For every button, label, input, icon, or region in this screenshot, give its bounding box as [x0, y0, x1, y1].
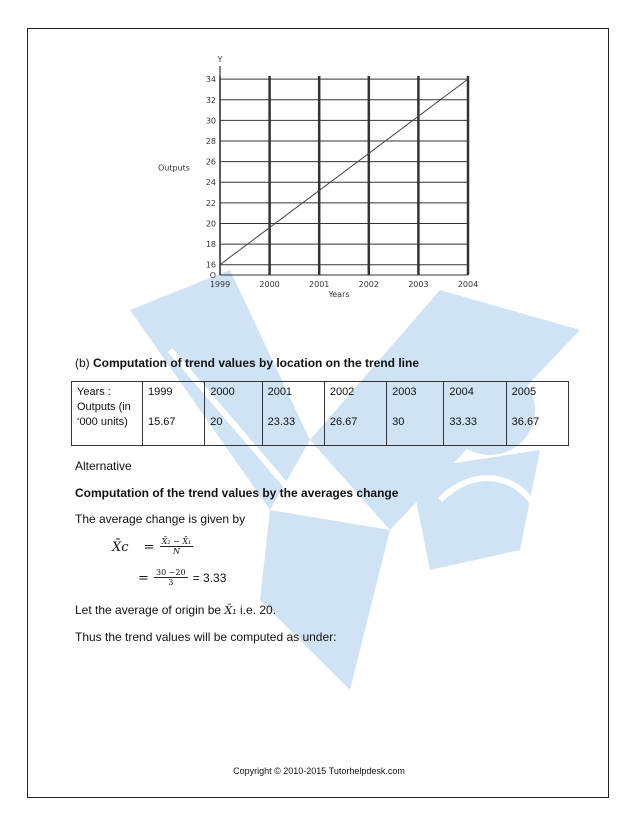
origin-text-b: i.e. 20.: [236, 603, 277, 617]
thus-text: Thus the trend values will be computed as under:: [75, 630, 337, 644]
y-tick-label: 30: [205, 116, 216, 126]
y-tick-label: 34: [205, 75, 216, 85]
table-cell: [205, 382, 262, 446]
table-cell: [324, 382, 386, 446]
trend-table: [71, 381, 569, 446]
years-label: Years :: [77, 386, 111, 398]
origin-text-a: Let the average of origin be: [75, 603, 225, 617]
output-cell: 23.33: [267, 416, 296, 428]
table-cell: [387, 382, 444, 446]
y-axis-title: Outputs: [158, 163, 190, 173]
x-tick-label: 2000: [259, 280, 280, 289]
origin-text: [75, 603, 276, 617]
origin-symbol: X̄₁: [224, 604, 237, 617]
y-tick-label: O: [209, 271, 216, 280]
copyright-footer: Copyright © 2010-2015 Tutorhelpdesk.com: [233, 766, 405, 776]
table-row: [72, 382, 569, 446]
section-b-prefix: (b): [75, 356, 93, 370]
section-b-title: Computation of trend values by location on the trend line: [93, 356, 420, 370]
table-cell: [143, 382, 205, 446]
year-cell: 2004: [449, 386, 474, 398]
averages-heading: Computation of the trend values by the averages change: [75, 486, 399, 500]
formula-line-2: = $\frac{30 -20}{3}$ = 3.33: [138, 568, 227, 587]
trend-line: [220, 79, 468, 265]
x-tick-label: 1999: [209, 280, 231, 289]
y-tick-label: 24: [205, 178, 216, 188]
year-cell: 2003: [392, 386, 417, 398]
year-cell: 2001: [267, 386, 293, 398]
y-tick-label: 26: [205, 157, 216, 167]
watermark-logo: [110, 270, 580, 690]
y-tick-label: 20: [205, 219, 216, 229]
formula-result: = 3.33: [192, 571, 227, 585]
x-tick-label: 2004: [457, 280, 479, 289]
output-cell: 20: [210, 416, 223, 428]
year-cell: 2005: [511, 386, 537, 398]
formula-lhs: X̄c: [112, 540, 129, 555]
formula-fraction-2: [154, 568, 188, 587]
output-cell: 26.67: [329, 416, 358, 428]
formula-numerator: X̄₂ − X̄₁: [161, 537, 192, 546]
table-cell: [262, 382, 324, 446]
formula-fraction-1: [160, 537, 194, 556]
table-cell: [444, 382, 506, 446]
section-b-heading: [75, 356, 419, 370]
formula-denominator: N: [172, 547, 180, 556]
output-cell: 33.33: [449, 416, 477, 428]
trend-chart: [150, 52, 490, 302]
output-cell: 30: [392, 416, 405, 428]
formula-numerator-2: 30 −20: [156, 568, 186, 577]
output-cell: 15.67: [148, 416, 176, 428]
x-tick-label: 2003: [408, 280, 429, 289]
outputs-label: Outputs (in ‘000 units): [77, 401, 131, 428]
x-axis-title: Years: [328, 290, 350, 299]
output-cell: 36.67: [511, 416, 540, 428]
formula-denominator-2: 3: [168, 578, 174, 587]
alternative-label: Alternative: [75, 459, 132, 473]
table-cell: [506, 382, 568, 446]
x-tick-label: 2002: [358, 280, 379, 289]
y-tick-label: 28: [205, 137, 216, 146]
year-cell: 2002: [329, 386, 355, 398]
y-tick-label: 32: [205, 95, 216, 105]
y-tick-label: 16: [205, 260, 216, 270]
y-axis-letter: Y: [217, 55, 223, 64]
y-tick-label: 18: [205, 240, 216, 250]
x-tick-label: 2001: [309, 280, 330, 289]
average-change-text: The average change is given by: [75, 512, 246, 526]
formula-line-1: X̄c = $\frac{\text{X̄₂ − X̄₁}}{N}$: [112, 537, 192, 556]
year-cell: 2000: [210, 386, 235, 398]
year-cell: 1999: [148, 386, 173, 398]
y-tick-label: 22: [205, 198, 216, 208]
table-label-cell: [72, 382, 143, 446]
